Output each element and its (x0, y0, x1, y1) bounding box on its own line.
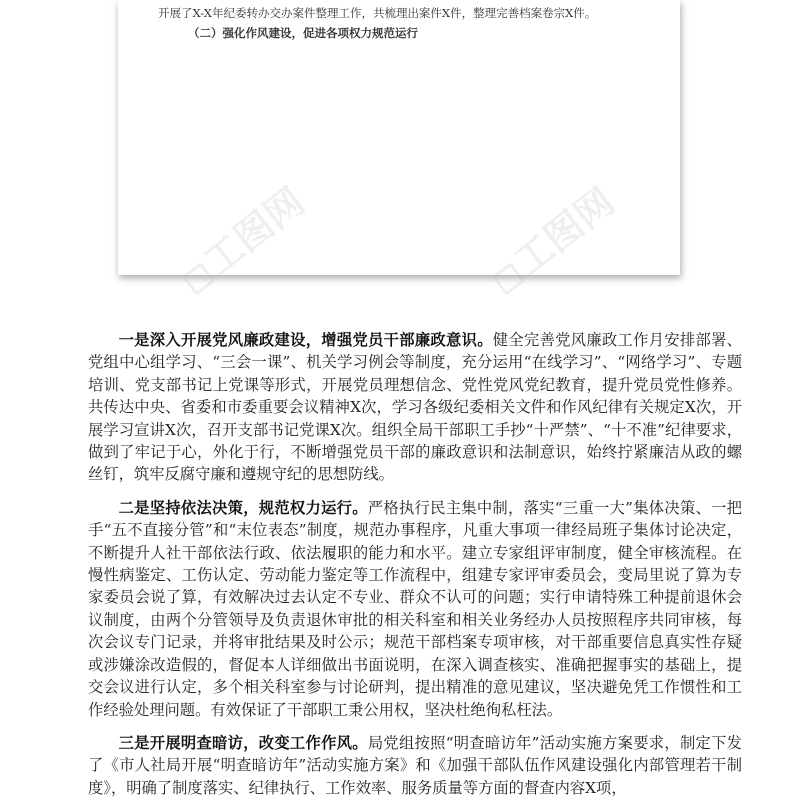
section-heading: （二）强化作风建设，促进各项权力规范运行 (188, 26, 418, 40)
paragraph-lead: 一是深入开展党风廉政建设，增强党员干部廉政意识。 (118, 331, 493, 349)
paragraph-text: 局党组按照“明查暗访年”活动实施方案要求，制定下发了《市人社局开展“明查暗访年”活动实施方案》和《加强干部队伍作风建设强化内部管理若干制度》，明确了制度落实、纪律执行、工作效率、服务质量等方面的督查内容X项， (88, 733, 742, 797)
previous-page-text-line: 开展了X-X年纪委转办交办案件整理工作，共梳理出案件X件，整理完善档案卷宗X件。 (158, 6, 597, 20)
document-body (88, 329, 742, 800)
paragraph-3 (88, 732, 742, 799)
paragraph-2 (88, 497, 742, 721)
paragraph-text: 严格执行民主集中制，落实“三重一大”集体决策、一把手“五不直接分管”和“末位表态”制度，规范办事程序，凡重大事项一律经局班子集体讨论决定，不断提升人社干部依法行政、依法履职的能力和水平。建立专家组评审制度，健全审核流程。在慢性病鉴定、工伤认定、劳动能力鉴定等工作流程中，组建专家评审委员会，变局里说了算为专家委员会说了算，有效解决过去认定不专业、群众不认可的问题；实行申请特殊工种提前退休会议制度，由两个分管领导及负责退休审批的相关科室和相关业务经办人员按照程序共同审核，每次会议专门记录，并将审批结果及时公示；规范干部档案专项审核，对干部重要信息真实性存疑或涉嫌涂改造假的，督促本人详细做出书面说明，在深入调查核实、准确把握事实的基础上，提交会议进行认定，多个相关科室参与讨论研判，提出精准的意见建议，坚决避免凭工作惯性和工作经验处理问题。有效保证了干部职工秉公用权，坚决杜绝徇私枉法。 (88, 498, 742, 719)
paragraph-text: 健全完善党风廉政工作月安排部署、党组中心组学习、“三会一课”、机关学习例会等制度，充分运用“在线学习”、“网络学习”、专题培训、党支部书记上党课等形式，开展党员理想信念、党性党风党纪教育，提升党员党性修养。共传达中央、省委和市委重要会议精神X次，学习各级纪委相关文件和作风纪律有关规定X次，开展学习宣讲X次，召开支部书记党课X次。组织全局干部职工手抄“十严禁”、“十不准”纪律要求，做到了牢记于心，外化于行，不断增强党员干部的廉政意识和法制意识，始终拧紧廉洁从政的螺丝钉，筑牢反腐守廉和遵规守纪的思想防线。 (88, 331, 742, 484)
watermark-text: 工图网 (505, 179, 623, 285)
watermark-text: 工图网 (195, 179, 313, 285)
paragraph-lead: 三是开展明查暗访，改变工作作风。 (118, 733, 368, 752)
paragraph-1 (88, 329, 742, 486)
paragraph-lead: 二是坚持依法决策，规范权力运行。 (118, 498, 368, 517)
previous-page-sheet (118, 0, 680, 275)
